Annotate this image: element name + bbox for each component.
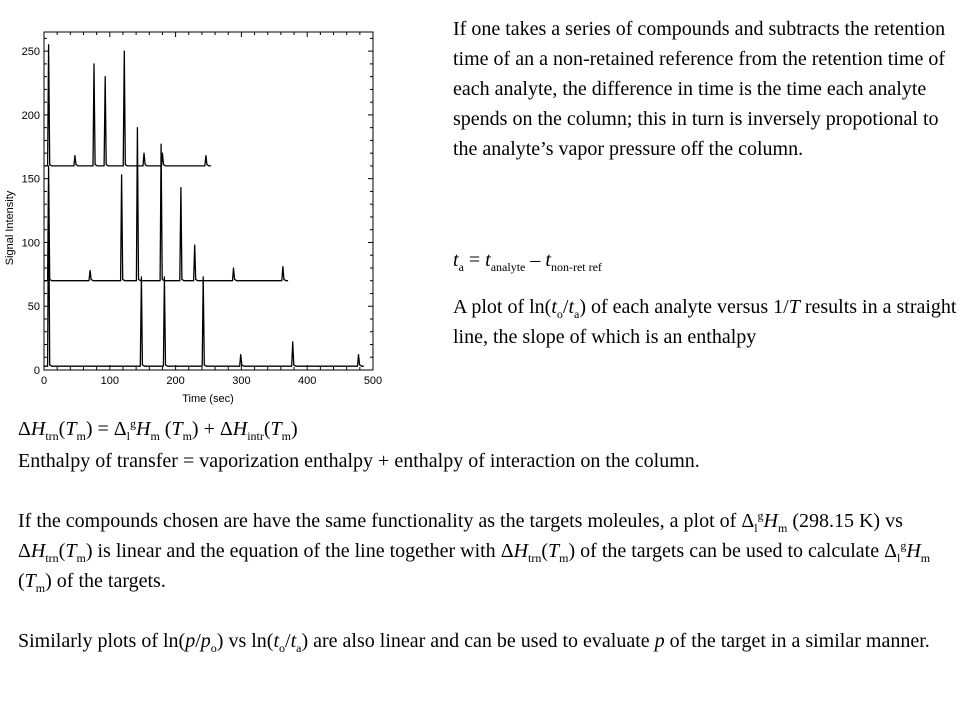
chromatogram-chart	[0, 28, 390, 410]
intro-paragraph: If one takes a series of compounds and subtracts the retention time of an a non-retained reference from the retention time of each analyte, the difference in time is the time each analyte spends on the column; this in turn is inversely propotional to the analyte’s vapor pressure off the column.	[453, 18, 946, 160]
x-tick-label: 200	[166, 375, 185, 387]
chromatogram-trace	[44, 185, 364, 366]
ta-definition: $t_a = t_{analyte} - t_{non-ret ref}$	[453, 249, 602, 274]
x-tick-label: 400	[298, 375, 317, 387]
x-tick-label: 0	[40, 375, 48, 387]
chart-ticks	[22, 32, 383, 387]
x-axis-label: Time (sec)	[182, 393, 234, 405]
x-tick-label: 500	[363, 375, 383, 387]
chromatogram-trace	[44, 45, 211, 166]
enthalpy-equation: $\Delta H_{trn}(T_m) = \Delta_l^gH_m$ $(T_m) + \Delta H_{intr}(T_m)$	[18, 416, 298, 443]
enthalpy-sentence: Enthalpy of transfer = vaporization enthalpy + enthalpy of interaction on the column.	[18, 450, 700, 472]
y-tick-label: 0	[33, 365, 40, 377]
chart-traces	[44, 45, 364, 366]
explanation-block	[18, 446, 948, 656]
y-axis-label: Signal Intensity	[4, 190, 16, 266]
y-tick-label: 150	[21, 173, 40, 186]
chromatogram-trace	[44, 128, 288, 281]
vapor-pressure-paragraph: Similarly plots of $\ln(p/p_o)$ vs $\ln(t_o/t_a)$ are also linear and can be used to evaluate p of the target in a similar manner.	[18, 630, 930, 655]
y-tick-label: 250	[21, 46, 40, 59]
x-tick-label: 300	[232, 375, 251, 387]
functionality-paragraph: If the compounds chosen are have the same functionality as the targets moleules, a plot of $\Delta_l^gH_m$ (298.15 K) vs $\Delta H_{trn}(T_m)$ is linear and the equation of the line together with $\Delta H_{trn}(T_m)$ of the targets can be used to calculate $\Delta_l^gH_m$ $(T_m)$ of the targets.	[18, 508, 931, 595]
y-tick-label: 50	[27, 301, 40, 314]
plot-paragraph: A plot of $\ln(t_o/t_a)$ of each analyte versus 1/T results in a straight line, the slope of which is an enthalpy	[453, 296, 957, 348]
y-tick-label: 100	[21, 237, 40, 250]
x-tick-label: 100	[100, 375, 119, 387]
y-tick-label: 200	[21, 109, 40, 122]
